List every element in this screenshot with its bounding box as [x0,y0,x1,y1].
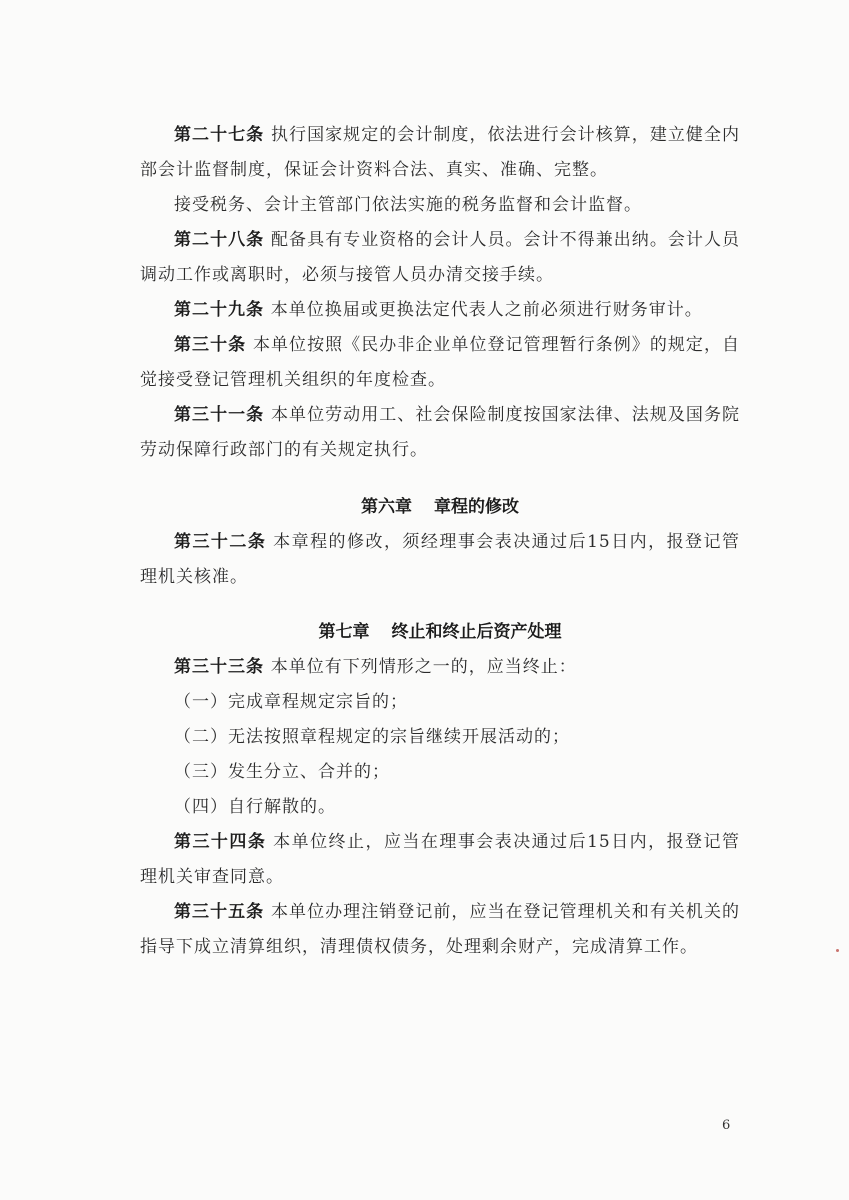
chapter-title: 终止和终止后资产处理 [391,622,562,642]
article-text: 接受税务、会计主管部门依法实施的税务监督和会计监督。 [174,195,642,215]
article-text: 本章程的修改，须经理事会表决通过后15日内，报登记管理机关核准。 [140,532,740,587]
article-31 [140,398,740,468]
list-item-3 [140,755,740,790]
list-item-text: （三）发生分立、合并的； [174,762,390,782]
chapter-title: 章程的修改 [434,497,520,517]
article-text: 本单位办理注销登记前，应当在登记管理机关和有关机关的指导下成立清算组织，清理债权债务，处理剩余财产，完成清算工作。 [140,902,741,957]
article-29 [140,293,740,328]
article-text: 配备具有专业资格的会计人员。会计不得兼出纳。会计人员调动工作或离职时，必须与接管人员办清交接手续。 [140,230,741,285]
page-number: 6 [722,1118,731,1133]
article-number: 第二十九条 [174,300,264,320]
chapter-number: 第七章 [318,622,370,642]
list-item-2 [140,720,740,755]
article-number: 第三十五条 [174,902,265,922]
list-item-text: （四）自行解散的。 [174,797,336,817]
article-text: 本单位劳动用工、社会保险制度按国家法律、法规及国务院劳动保障行政部门的有关规定执行。 [140,405,741,460]
article-27 [140,118,740,188]
chapter-7-heading [140,615,740,650]
article-30 [140,328,740,398]
article-number: 第三十二条 [174,532,267,552]
list-item-4 [140,790,740,825]
article-text: 本单位换届或更换法定代表人之前必须进行财务审计。 [270,300,703,320]
article-number: 第二十七条 [174,125,265,145]
article-text: 本单位终止，应当在理事会表决通过后15日内，报登记管理机关审查同意。 [140,832,740,887]
article-text: 本单位有下列情形之一的，应当终止： [270,657,577,677]
list-item-1 [140,685,740,720]
list-item-text: （一）完成章程规定宗旨的； [174,692,408,712]
article-34 [140,825,740,895]
chapter-number: 第六章 [360,497,412,517]
article-27-continued [140,188,740,223]
article-number: 第三十条 [174,335,247,355]
scan-speck [836,949,839,952]
list-item-text: （二）无法按照章程规定的宗旨继续开展活动的； [174,727,570,747]
article-32 [140,525,740,595]
article-text: 本单位按照《民办非企业单位登记管理暂行条例》的规定，自觉接受登记管理机关组织的年度检查。 [140,335,741,390]
article-35 [140,895,740,965]
article-number: 第三十四条 [174,832,267,852]
article-number: 第三十一条 [174,405,265,425]
article-group-amendment [140,525,740,595]
article-group-termination [140,650,740,965]
page-content [140,118,740,965]
article-number: 第二十八条 [174,230,265,250]
chapter-6-heading [140,490,740,525]
article-group-finance [140,118,740,468]
article-28 [140,223,740,293]
article-text: 执行国家规定的会计制度，依法进行会计核算，建立健全内部会计监督制度，保证会计资料合法、真实、准确、完整。 [140,125,741,180]
article-33 [140,650,740,685]
article-number: 第三十三条 [174,657,264,677]
